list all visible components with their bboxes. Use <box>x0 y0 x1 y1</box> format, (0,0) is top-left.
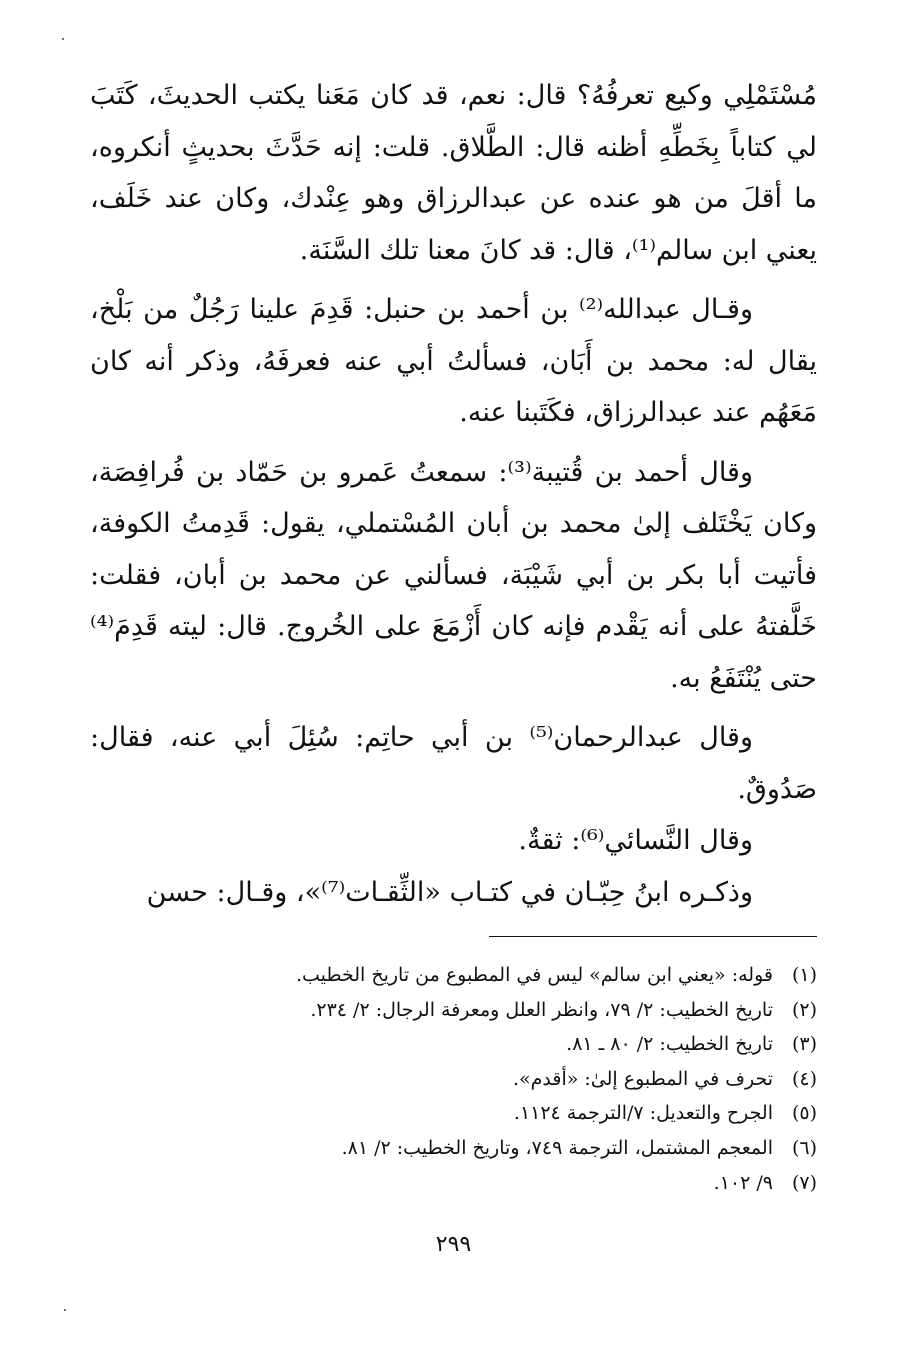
main-text <box>90 70 817 918</box>
paragraph-nasai: وقال النَّسائي⁽⁶⁾: ثقةٌ. <box>518 825 753 856</box>
scan-speck <box>64 1309 66 1311</box>
paragraph-continuation: مُسْتَمْلِي وكيع تعرفُهُ؟ قال: نعم، قد كان مَعَنا يكتب الحديثَ، كَتَبَ لي كتاباً بِخَطِّهِ أظنه قال: الطَّلاق. قلت: إنه حَدَّثَ بحديثٍ أنكروه، ما أقلَ من هو عنده عن عبدالرزاق وهو عِنْدك، وكان عند خَلَف، يعني ابن سالم⁽¹⁾، قال: قد كانَ معنا تلك السَّنَة. <box>90 80 817 266</box>
paragraph-abdulrahman: وقال عبدالرحمان⁽⁵⁾ بن أبي حاتِم: سُئِلَ أبي عنه، فقال: صَدُوقٌ. <box>90 722 817 805</box>
footnote <box>90 993 817 1028</box>
footnote <box>90 958 817 993</box>
footnote <box>90 1027 817 1062</box>
footnote <box>90 1096 817 1131</box>
footnote <box>90 1062 817 1097</box>
footnote-text: قوله: «يعني ابن سالم» ليس في المطبوع من تاريخ الخطيب. <box>295 964 773 986</box>
footnote-text: الجرح والتعديل: ٧/الترجمة ١١٢٤. <box>513 1102 773 1125</box>
footnote <box>90 1131 817 1166</box>
page-number: ٢٩٩ <box>435 1232 472 1257</box>
footnote-number: (٢) <box>791 998 817 1021</box>
footnote-text: تاريخ الخطيب: ٢/ ٨٠ ـ ٨١. <box>566 1033 773 1056</box>
footnotes <box>90 958 817 1200</box>
footnote-number: (٧) <box>791 1171 817 1194</box>
footnote-number: (٦) <box>791 1136 817 1159</box>
footnote-number: (٤) <box>791 1067 817 1090</box>
footnote-number: (٥) <box>791 1102 817 1125</box>
footnote-number: (١) <box>791 964 817 986</box>
footnote <box>90 1166 817 1201</box>
footnote-text: المعجم المشتمل، الترجمة ٧٤٩، وتاريخ الخطيب: ٢/ ٨١. <box>341 1136 773 1159</box>
scan-speck <box>62 38 64 40</box>
paragraph-abdullah: وقـال عبدالله⁽²⁾ بن أحمد بن حنبل: قَدِمَ علينا رَجُلٌ من بَلْخ، يقال له: محمد بن أَبَان، فسألتُ أبي عنه فعرفَهُ، وذكر أنه كان مَعَهُم عند عبدالرزاق، فكَتَبنا عنه. <box>90 294 817 428</box>
footnote-text: ٩/ ١٠٢. <box>713 1171 773 1194</box>
footnote-text: تاريخ الخطيب: ٢/ ٧٩، وانظر العلل ومعرفة الرجال: ٢/ ٢٣٤. <box>310 998 773 1021</box>
footnote-separator <box>489 936 817 937</box>
footnote-text: تحرف في المطبوع إلىٰ: «أقدم». <box>512 1067 773 1090</box>
paragraph-ahmad-ibn-qutaybah: وقال أحمد بن قُتيبة⁽³⁾: سمعتُ عَمرو بن حَمّاد بن فُرافِصَة، وكان يَخْتَلف إلىٰ محمد بن أبان المُسْتملي، يقول: قَدِمتُ الكوفة، فأتيت أبا بكر بن أبي شَيْبَة، فسألني عن محمد بن أبان، فقلت: خَلَّفتهُ على أنه يَقْدم فإنه كان أَزْمَعَ على الخُروج. قال: ليته قَدِمَ⁽⁴⁾ حتى يُنْتَفَعُ به. <box>90 456 817 694</box>
paragraph-ibn-hibban: وذكـره ابنُ حِبّـان في كتـاب «الثِّقـات⁽⁷⁾»، وقـال: حسن <box>146 876 753 908</box>
footnote-number: (٣) <box>791 1033 817 1056</box>
